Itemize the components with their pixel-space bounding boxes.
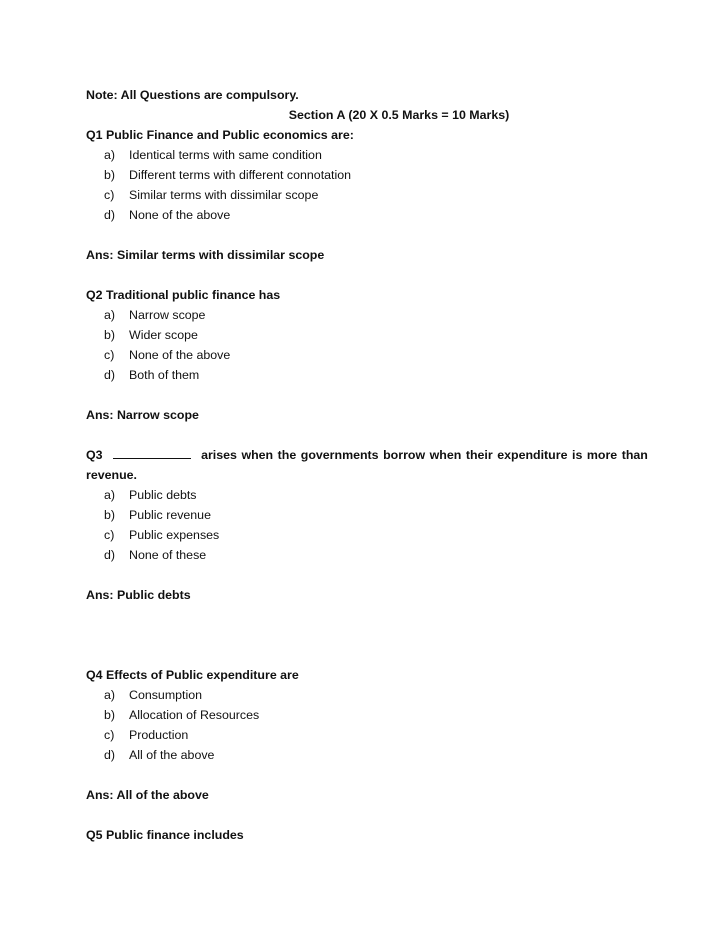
q3-answer: Ans: Public debts bbox=[86, 588, 191, 602]
option-text: Identical terms with same condition bbox=[129, 148, 322, 162]
q1-answer: Ans: Similar terms with dissimilar scope bbox=[86, 248, 325, 262]
option-text: Narrow scope bbox=[129, 308, 206, 322]
q1-option-a bbox=[104, 145, 648, 165]
option-text: All of the above bbox=[129, 748, 215, 762]
option-letter: c) bbox=[104, 188, 115, 202]
option-text: Public revenue bbox=[129, 508, 211, 522]
q3-word: than bbox=[621, 448, 648, 462]
q1-option-b bbox=[104, 165, 648, 185]
q4-question: Q4 Effects of Public expenditure are bbox=[86, 668, 299, 682]
q3-word: arises bbox=[201, 448, 237, 462]
option-text: Both of them bbox=[129, 368, 200, 382]
option-letter: b) bbox=[104, 168, 116, 182]
option-text: Consumption bbox=[129, 688, 203, 702]
q3-option-d bbox=[104, 545, 648, 565]
q4-option-c bbox=[104, 725, 648, 745]
q1-option-c bbox=[104, 185, 648, 205]
option-letter: a) bbox=[104, 308, 116, 322]
q3-option-c bbox=[104, 525, 648, 545]
fill-in-blank bbox=[113, 446, 191, 459]
option-text: Wider scope bbox=[129, 328, 198, 342]
option-text: Allocation of Resources bbox=[129, 708, 260, 722]
option-text: Public debts bbox=[129, 488, 197, 502]
q4-option-d bbox=[104, 745, 648, 765]
option-text: None of these bbox=[129, 548, 207, 562]
q3-word: borrow bbox=[383, 448, 426, 462]
q3-word: the bbox=[277, 448, 297, 462]
option-letter: d) bbox=[104, 748, 116, 762]
option-letter: d) bbox=[104, 208, 116, 222]
q3-option-a bbox=[104, 485, 648, 505]
q4-option-b bbox=[104, 705, 648, 725]
option-letter: c) bbox=[104, 348, 115, 362]
option-letter: a) bbox=[104, 688, 116, 702]
option-letter: a) bbox=[104, 148, 116, 162]
q4-answer: Ans: All of the above bbox=[86, 788, 209, 802]
q1-question: Q1 Public Finance and Public economics are: bbox=[86, 128, 354, 142]
q3-start bbox=[86, 445, 197, 465]
q2-option-a bbox=[104, 305, 648, 325]
q3-word: when bbox=[429, 448, 462, 462]
q2-option-d bbox=[104, 365, 648, 385]
q3-word: more bbox=[586, 448, 618, 462]
section-heading: Section A (20 X 0.5 Marks = 10 Marks) bbox=[288, 108, 510, 122]
option-letter: c) bbox=[104, 528, 115, 542]
q3-word: expenditure bbox=[497, 448, 568, 462]
q3-word: their bbox=[465, 448, 493, 462]
option-letter: b) bbox=[104, 708, 116, 722]
q3-number: Q3 bbox=[86, 448, 103, 462]
q2-option-b bbox=[104, 325, 648, 345]
q3-question-continued: revenue. bbox=[86, 468, 137, 482]
q3-word: when bbox=[241, 448, 274, 462]
q2-question: Q2 Traditional public finance has bbox=[86, 288, 281, 302]
option-text: None of the above bbox=[129, 348, 231, 362]
option-letter: c) bbox=[104, 728, 115, 742]
option-text: Different terms with different connotation bbox=[129, 168, 352, 182]
q4-option-a bbox=[104, 685, 648, 705]
q1-option-d bbox=[104, 205, 648, 225]
q3-option-b bbox=[104, 505, 648, 525]
q3-word: governments bbox=[300, 448, 379, 462]
option-text: None of the above bbox=[129, 208, 231, 222]
q3-word: is bbox=[572, 448, 583, 462]
option-text: Public expenses bbox=[129, 528, 220, 542]
q5-question: Q5 Public finance includes bbox=[86, 828, 244, 842]
option-letter: d) bbox=[104, 368, 116, 382]
option-text: Production bbox=[129, 728, 189, 742]
option-letter: b) bbox=[104, 328, 116, 342]
option-letter: d) bbox=[104, 548, 116, 562]
option-letter: a) bbox=[104, 488, 116, 502]
q3-question bbox=[86, 445, 648, 465]
q2-option-c bbox=[104, 345, 648, 365]
note-text: Note: All Questions are compulsory. bbox=[86, 88, 299, 102]
option-letter: b) bbox=[104, 508, 116, 522]
q2-answer: Ans: Narrow scope bbox=[86, 408, 199, 422]
option-text: Similar terms with dissimilar scope bbox=[129, 188, 319, 202]
